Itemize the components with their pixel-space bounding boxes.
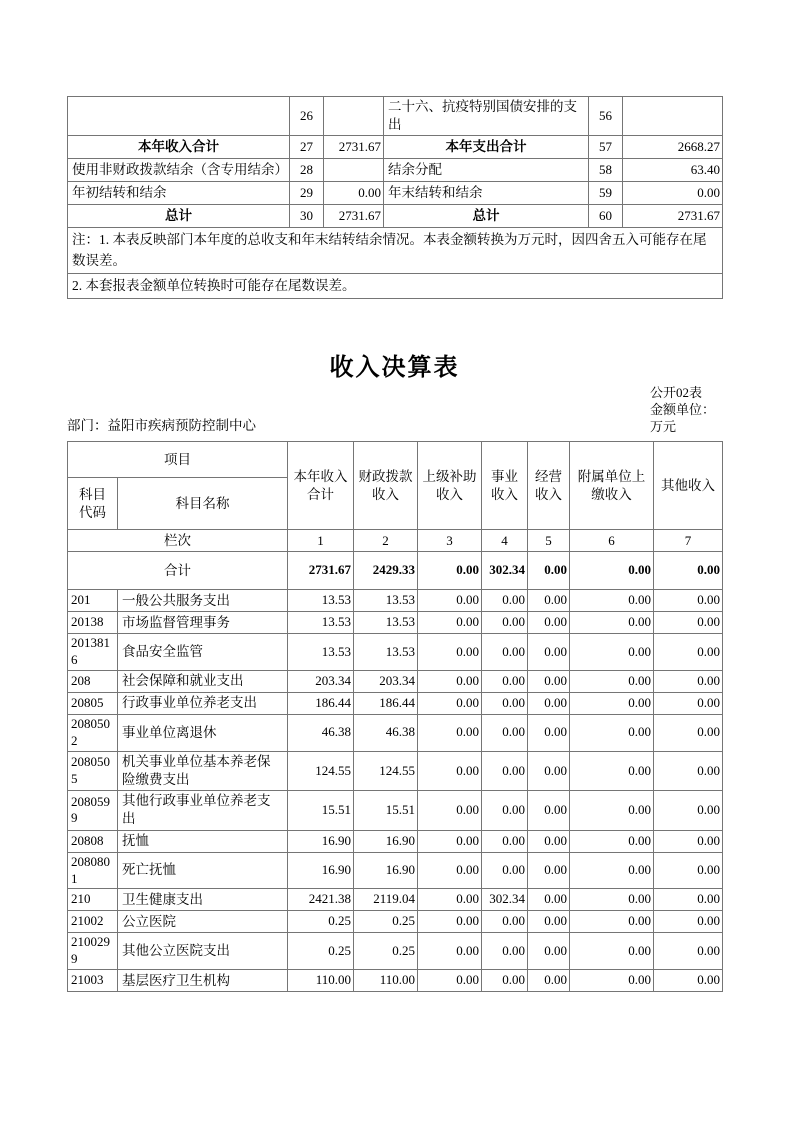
balance-row bbox=[68, 182, 723, 205]
account-code-cell: 20138 bbox=[68, 612, 118, 634]
account-row bbox=[68, 714, 723, 751]
account-code-cell: 201 bbox=[68, 590, 118, 612]
amount-cell: 0.00 bbox=[418, 852, 482, 889]
amount-cell: 0.00 bbox=[654, 714, 723, 751]
amount-cell: 16.90 bbox=[288, 852, 354, 889]
amount-cell: 0.00 bbox=[654, 933, 723, 970]
account-name-cell: 事业单位离退休 bbox=[118, 714, 288, 751]
amount-cell: 0.00 bbox=[570, 692, 654, 714]
amount-left bbox=[324, 97, 384, 136]
amount-cell: 186.44 bbox=[288, 692, 354, 714]
amount-cell: 0.25 bbox=[288, 911, 354, 933]
line-number-left: 27 bbox=[290, 136, 324, 159]
amount-cell: 0.00 bbox=[528, 714, 570, 751]
account-row bbox=[68, 933, 723, 970]
account-row bbox=[68, 612, 723, 634]
amount-cell: 13.53 bbox=[288, 590, 354, 612]
column-number-cell: 7 bbox=[654, 530, 723, 552]
amount-cell: 0.00 bbox=[482, 791, 528, 830]
column-header-superior-subsidy: 上级补助收入 bbox=[418, 442, 482, 530]
amount-cell: 0.00 bbox=[654, 970, 723, 992]
account-name-cell: 基层医疗卫生机构 bbox=[118, 970, 288, 992]
column-header-total-income: 本年收入合计 bbox=[288, 442, 354, 530]
amount-cell: 0.00 bbox=[482, 590, 528, 612]
column-header-operating-income: 事业收入 bbox=[482, 442, 528, 530]
table-note-2: 2. 本套报表金额单位转换时可能存在尾数误差。 bbox=[68, 273, 723, 298]
account-name-cell: 机关事业单位基本养老保险缴费支出 bbox=[118, 751, 288, 790]
amount-cell: 0.00 bbox=[418, 889, 482, 911]
summary-label-right: 年末结转和结余 bbox=[384, 182, 589, 205]
amount-cell: 2119.04 bbox=[354, 889, 418, 911]
summary-label-right: 结余分配 bbox=[384, 159, 589, 182]
column-number-cell: 5 bbox=[528, 530, 570, 552]
account-row bbox=[68, 911, 723, 933]
amount-cell: 0.00 bbox=[654, 852, 723, 889]
amount-cell: 0.00 bbox=[482, 933, 528, 970]
total-amount-cell: 0.00 bbox=[418, 552, 482, 590]
line-number-left: 28 bbox=[290, 159, 324, 182]
column-index-label: 栏次 bbox=[68, 530, 288, 552]
account-name-cell: 其他行政事业单位养老支出 bbox=[118, 791, 288, 830]
amount-cell: 13.53 bbox=[354, 612, 418, 634]
summary-label-left: 本年收入合计 bbox=[68, 136, 290, 159]
account-code-cell: 20808 bbox=[68, 830, 118, 852]
line-number-right: 58 bbox=[589, 159, 623, 182]
amount-cell: 0.00 bbox=[418, 714, 482, 751]
total-amount-cell: 0.00 bbox=[654, 552, 723, 590]
amount-cell: 124.55 bbox=[288, 751, 354, 790]
amount-cell: 0.25 bbox=[288, 933, 354, 970]
amount-cell: 0.00 bbox=[482, 830, 528, 852]
amount-cell: 0.00 bbox=[570, 634, 654, 671]
total-row bbox=[68, 552, 723, 590]
account-name-cell: 卫生健康支出 bbox=[118, 889, 288, 911]
account-code-cell: 2080599 bbox=[68, 791, 118, 830]
amount-cell: 0.00 bbox=[528, 852, 570, 889]
column-header-business-income: 经营收入 bbox=[528, 442, 570, 530]
column-index-row bbox=[68, 530, 723, 552]
amount-cell: 0.00 bbox=[654, 670, 723, 692]
account-name-cell: 抚恤 bbox=[118, 830, 288, 852]
amount-cell: 124.55 bbox=[354, 751, 418, 790]
amount-cell: 0.00 bbox=[654, 791, 723, 830]
account-code-cell: 2080505 bbox=[68, 751, 118, 790]
amount-cell: 0.00 bbox=[654, 692, 723, 714]
amount-cell: 0.00 bbox=[570, 670, 654, 692]
income-statement-table bbox=[67, 441, 723, 992]
header-subject-code: 科目代码 bbox=[68, 478, 118, 530]
amount-cell: 0.00 bbox=[418, 670, 482, 692]
summary-label-right: 总计 bbox=[384, 205, 589, 228]
account-row bbox=[68, 692, 723, 714]
amount-cell: 0.00 bbox=[570, 714, 654, 751]
amount-cell: 0.25 bbox=[354, 933, 418, 970]
balance-summary-table bbox=[67, 96, 723, 299]
amount-cell: 0.00 bbox=[482, 634, 528, 671]
amount-cell: 0.00 bbox=[528, 751, 570, 790]
summary-label-left: 年初结转和结余 bbox=[68, 182, 290, 205]
amount-cell: 0.00 bbox=[418, 692, 482, 714]
column-number-cell: 6 bbox=[570, 530, 654, 552]
column-number-cell: 2 bbox=[354, 530, 418, 552]
column-number-cell: 1 bbox=[288, 530, 354, 552]
column-number-cell: 4 bbox=[482, 530, 528, 552]
account-row bbox=[68, 670, 723, 692]
amount-cell: 0.00 bbox=[418, 612, 482, 634]
income-table-header bbox=[68, 442, 723, 590]
amount-cell: 0.00 bbox=[528, 692, 570, 714]
account-code-cell: 2013816 bbox=[68, 634, 118, 671]
account-name-cell: 一般公共服务支出 bbox=[118, 590, 288, 612]
amount-cell: 0.00 bbox=[570, 889, 654, 911]
column-number-cell: 3 bbox=[418, 530, 482, 552]
account-name-cell: 行政事业单位养老支出 bbox=[118, 692, 288, 714]
amount-cell: 13.53 bbox=[288, 612, 354, 634]
table-code-label: 公开02表 bbox=[650, 385, 703, 401]
amount-cell: 0.00 bbox=[570, 612, 654, 634]
total-amount-cell: 0.00 bbox=[570, 552, 654, 590]
amount-cell: 0.00 bbox=[528, 791, 570, 830]
amount-cell: 0.00 bbox=[418, 933, 482, 970]
amount-cell: 0.00 bbox=[482, 612, 528, 634]
amount-cell: 0.00 bbox=[570, 791, 654, 830]
line-number-right: 59 bbox=[589, 182, 623, 205]
amount-cell: 0.00 bbox=[570, 933, 654, 970]
total-amount-cell: 0.00 bbox=[528, 552, 570, 590]
balance-row bbox=[68, 97, 723, 136]
table-meta-row bbox=[67, 384, 722, 435]
summary-label-left: 使用非财政拨款结余（含专用结余） bbox=[68, 159, 290, 182]
amount-cell: 0.00 bbox=[482, 911, 528, 933]
amount-right bbox=[623, 97, 723, 136]
account-code-cell: 2080801 bbox=[68, 852, 118, 889]
amount-cell: 0.00 bbox=[654, 590, 723, 612]
note-row bbox=[68, 273, 723, 298]
header-project: 项目 bbox=[68, 442, 288, 478]
account-code-cell: 210 bbox=[68, 889, 118, 911]
account-code-cell: 2080502 bbox=[68, 714, 118, 751]
amount-cell: 0.00 bbox=[482, 970, 528, 992]
column-header-other-income: 其他收入 bbox=[654, 442, 723, 530]
summary-label-left: 总计 bbox=[68, 205, 290, 228]
account-row bbox=[68, 751, 723, 790]
amount-cell: 0.00 bbox=[528, 590, 570, 612]
amount-cell: 0.00 bbox=[570, 970, 654, 992]
unit-value: 万元 bbox=[650, 419, 677, 435]
amount-cell: 0.00 bbox=[418, 751, 482, 790]
amount-cell: 0.00 bbox=[482, 714, 528, 751]
account-code-cell: 208 bbox=[68, 670, 118, 692]
amount-cell: 0.00 bbox=[482, 751, 528, 790]
amount-cell: 0.00 bbox=[654, 830, 723, 852]
amount-cell: 0.00 bbox=[528, 612, 570, 634]
notes-section bbox=[68, 228, 723, 299]
amount-cell: 46.38 bbox=[288, 714, 354, 751]
amount-cell: 16.90 bbox=[354, 830, 418, 852]
line-number-left: 29 bbox=[290, 182, 324, 205]
table-meta bbox=[650, 384, 722, 435]
amount-cell: 0.00 bbox=[570, 751, 654, 790]
total-label: 合计 bbox=[68, 552, 288, 590]
line-number-left: 30 bbox=[290, 205, 324, 228]
amount-left: 2731.67 bbox=[324, 136, 384, 159]
balance-row bbox=[68, 136, 723, 159]
amount-cell: 0.00 bbox=[528, 670, 570, 692]
amount-right: 63.40 bbox=[623, 159, 723, 182]
table-note-1: 注：1. 本表反映部门本年度的总收支和年末结转结余情况。本表金额转换为万元时，因四舍五入可能存在尾数误差。 bbox=[68, 228, 723, 274]
account-code-cell: 21002 bbox=[68, 911, 118, 933]
amount-cell: 0.00 bbox=[654, 634, 723, 671]
total-amount-cell: 302.34 bbox=[482, 552, 528, 590]
account-row bbox=[68, 889, 723, 911]
amount-cell: 0.00 bbox=[528, 830, 570, 852]
amount-cell: 0.00 bbox=[418, 590, 482, 612]
account-name-cell: 死亡抚恤 bbox=[118, 852, 288, 889]
account-name-cell: 其他公立医院支出 bbox=[118, 933, 288, 970]
account-name-cell: 市场监督管理事务 bbox=[118, 612, 288, 634]
account-code-cell: 21003 bbox=[68, 970, 118, 992]
note-row bbox=[68, 228, 723, 274]
amount-cell: 0.00 bbox=[418, 634, 482, 671]
amount-cell: 0.00 bbox=[528, 634, 570, 671]
page-content bbox=[67, 96, 722, 992]
summary-label-right: 本年支出合计 bbox=[384, 136, 589, 159]
column-header-affiliated-remittance: 附属单位上缴收入 bbox=[570, 442, 654, 530]
amount-cell: 0.00 bbox=[482, 692, 528, 714]
account-row bbox=[68, 970, 723, 992]
amount-cell: 0.00 bbox=[570, 911, 654, 933]
amount-cell: 186.44 bbox=[354, 692, 418, 714]
amount-cell: 302.34 bbox=[482, 889, 528, 911]
amount-cell: 203.34 bbox=[288, 670, 354, 692]
account-row bbox=[68, 590, 723, 612]
amount-left: 0.00 bbox=[324, 182, 384, 205]
line-number-left: 26 bbox=[290, 97, 324, 136]
amount-cell: 13.53 bbox=[288, 634, 354, 671]
amount-cell: 16.90 bbox=[354, 852, 418, 889]
amount-cell: 0.00 bbox=[654, 911, 723, 933]
account-name-cell: 公立医院 bbox=[118, 911, 288, 933]
amount-cell: 110.00 bbox=[288, 970, 354, 992]
amount-cell: 2421.38 bbox=[288, 889, 354, 911]
amount-cell: 0.00 bbox=[418, 791, 482, 830]
amount-cell: 46.38 bbox=[354, 714, 418, 751]
unit-label: 金额单位： bbox=[650, 402, 716, 418]
amount-cell: 0.00 bbox=[654, 751, 723, 790]
amount-cell: 0.00 bbox=[418, 830, 482, 852]
amount-cell: 0.00 bbox=[570, 590, 654, 612]
amount-cell: 0.00 bbox=[570, 852, 654, 889]
amount-right: 2731.67 bbox=[623, 205, 723, 228]
line-number-right: 60 bbox=[589, 205, 623, 228]
amount-right: 2668.27 bbox=[623, 136, 723, 159]
amount-cell: 16.90 bbox=[288, 830, 354, 852]
balance-row bbox=[68, 159, 723, 182]
total-amount-cell: 2731.67 bbox=[288, 552, 354, 590]
amount-cell: 0.00 bbox=[528, 933, 570, 970]
amount-cell: 0.00 bbox=[418, 970, 482, 992]
line-number-right: 56 bbox=[589, 97, 623, 136]
amount-cell: 13.53 bbox=[354, 590, 418, 612]
total-amount-cell: 2429.33 bbox=[354, 552, 418, 590]
amount-cell: 0.00 bbox=[654, 889, 723, 911]
department-label: 部门：益阳市疾病预防控制中心 bbox=[67, 418, 256, 434]
account-row bbox=[68, 791, 723, 830]
amount-cell: 0.25 bbox=[354, 911, 418, 933]
amount-cell: 0.00 bbox=[528, 970, 570, 992]
column-header-fiscal-appropriation: 财政拨款收入 bbox=[354, 442, 418, 530]
account-code-cell: 2100299 bbox=[68, 933, 118, 970]
amount-cell: 0.00 bbox=[482, 852, 528, 889]
amount-cell: 15.51 bbox=[288, 791, 354, 830]
account-row bbox=[68, 852, 723, 889]
amount-cell: 110.00 bbox=[354, 970, 418, 992]
amount-left: 2731.67 bbox=[324, 205, 384, 228]
amount-cell: 0.00 bbox=[482, 670, 528, 692]
amount-cell: 0.00 bbox=[528, 889, 570, 911]
header-subject-name: 科目名称 bbox=[118, 478, 288, 530]
header-row-1 bbox=[68, 442, 723, 478]
amount-cell: 15.51 bbox=[354, 791, 418, 830]
amount-cell: 203.34 bbox=[354, 670, 418, 692]
account-name-cell: 社会保障和就业支出 bbox=[118, 670, 288, 692]
amount-cell: 0.00 bbox=[570, 830, 654, 852]
account-name-cell: 食品安全监管 bbox=[118, 634, 288, 671]
amount-right: 0.00 bbox=[623, 182, 723, 205]
line-number-right: 57 bbox=[589, 136, 623, 159]
balance-row bbox=[68, 205, 723, 228]
account-row bbox=[68, 634, 723, 671]
summary-label-left bbox=[68, 97, 290, 136]
amount-left bbox=[324, 159, 384, 182]
amount-cell: 0.00 bbox=[528, 911, 570, 933]
account-code-cell: 20805 bbox=[68, 692, 118, 714]
account-row bbox=[68, 830, 723, 852]
amount-cell: 0.00 bbox=[654, 612, 723, 634]
page-title: 收入决算表 bbox=[329, 355, 460, 382]
amount-cell: 13.53 bbox=[354, 634, 418, 671]
amount-cell: 0.00 bbox=[418, 911, 482, 933]
summary-label-right: 二十六、抗疫特别国债安排的支出 bbox=[384, 97, 589, 136]
